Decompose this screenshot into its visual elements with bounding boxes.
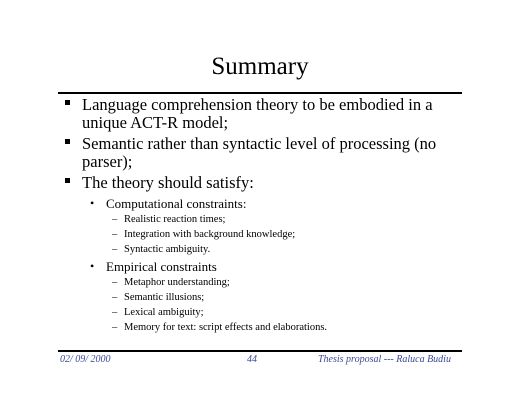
sub-sub-bullet-item	[62, 212, 462, 227]
dash-bullet-icon: –	[112, 229, 118, 240]
sub-sub-bullet-item	[62, 305, 462, 320]
sub-bullet-item	[62, 195, 462, 212]
dot-bullet-icon: •	[90, 259, 95, 273]
bullet-text: The theory should satisfy:	[82, 173, 254, 192]
sub-bullet-text: Empirical constraints	[106, 259, 217, 274]
sub-sub-bullet-text: Integration with background knowledge;	[124, 229, 296, 240]
footer-page-number: 44	[247, 354, 257, 365]
sub-sub-bullet-item	[62, 290, 462, 305]
dash-bullet-icon: –	[112, 307, 118, 318]
sub-sub-bullet-item	[62, 275, 462, 290]
sub-bullet-text: Computational constraints:	[106, 196, 247, 211]
bullet-item	[62, 96, 462, 132]
dot-bullet-icon: •	[90, 196, 95, 210]
sub-bullet-item	[62, 258, 462, 275]
square-bullet-icon	[65, 139, 70, 144]
sub-sub-bullet-text: Semantic illusions;	[124, 292, 205, 303]
footer-divider	[58, 350, 462, 352]
bullet-list	[62, 96, 462, 335]
bullet-item	[62, 174, 462, 192]
footer-author: Thesis proposal --- Raluca Budiu	[318, 354, 451, 365]
dash-bullet-icon: –	[112, 292, 118, 303]
bullet-text: Semantic rather than syntactic level of processing (no parser);	[82, 134, 437, 171]
bullet-item	[62, 135, 462, 171]
sub-sub-bullet-text: Syntactic ambiguity.	[124, 244, 211, 255]
footer-date: 02/ 09/ 2000	[60, 354, 111, 365]
dash-bullet-icon: –	[112, 277, 118, 288]
sub-sub-bullet-item	[62, 320, 462, 335]
bullet-text: Language comprehension theory to be embodied in a unique ACT-R model;	[82, 95, 433, 132]
title-divider	[58, 92, 462, 94]
sub-sub-bullet-item	[62, 242, 462, 257]
sub-sub-bullet-text: Metaphor understanding;	[124, 277, 230, 288]
square-bullet-icon	[65, 100, 70, 105]
slide-title: Summary	[211, 53, 309, 80]
dash-bullet-icon: –	[112, 322, 118, 333]
sub-sub-bullet-text: Memory for text: script effects and elaborations.	[124, 322, 328, 333]
sub-sub-bullet-text: Lexical ambiguity;	[124, 307, 204, 318]
dash-bullet-icon: –	[112, 244, 118, 255]
dash-bullet-icon: –	[112, 214, 118, 225]
square-bullet-icon	[65, 178, 70, 183]
sub-sub-bullet-text: Realistic reaction times;	[124, 214, 226, 225]
sub-sub-bullet-item	[62, 227, 462, 242]
